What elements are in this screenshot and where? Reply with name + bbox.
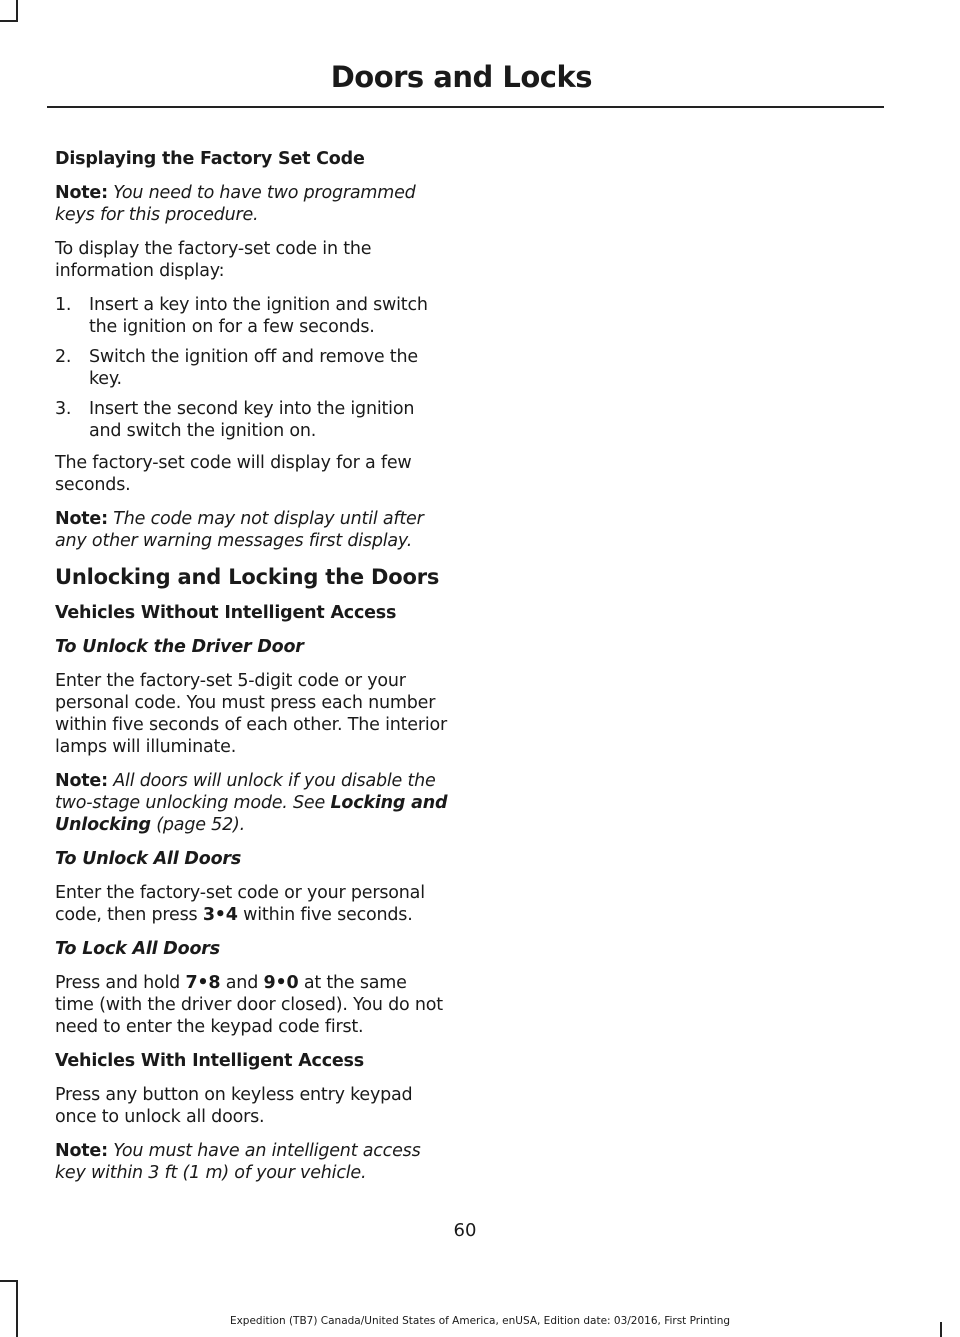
text-fragment: within five seconds.: [243, 905, 413, 925]
list-item: [55, 294, 450, 338]
paragraph: To display the factory-set code in the information display:: [55, 239, 372, 281]
note: [55, 1140, 450, 1184]
page-number: 60: [453, 1220, 477, 1241]
text-fragment: at the same time (with the driver door closed). You do not need to enter the keypad code first.: [55, 973, 443, 1037]
keypad-key: 7•8: [185, 973, 221, 993]
subsection-heading: To Unlock All Doors: [55, 849, 242, 869]
text-fragment: and: [225, 973, 259, 993]
crop-mark-top-left: [16, 0, 18, 20]
paragraph: Press any button on keyless entry keypad once to unlock all doors.: [55, 1085, 413, 1127]
note: [55, 770, 450, 836]
step-text: Switch the ignition off and remove the key.: [89, 347, 418, 389]
page-reference: (page 52).: [156, 815, 246, 835]
chapter-heading: Unlocking and Locking the Doors: [55, 565, 440, 589]
cross-reference-link[interactable]: Locking and Unlocking: [55, 793, 448, 835]
section-heading: Vehicles Without Intelligent Access: [55, 603, 397, 623]
note-text: All doors will unlock if you disable the two-stage unlocking mode. See: [55, 771, 436, 813]
page-content: [55, 148, 450, 1196]
list-item: [55, 346, 450, 390]
header-divider: [47, 106, 884, 108]
text-fragment: Enter the factory-set code or your personal code, then press: [55, 883, 425, 925]
note-label: Note:: [55, 509, 108, 529]
note-label: Note:: [55, 1141, 108, 1161]
page-title: Doors and Locks: [330, 60, 592, 94]
step-text: Insert the second key into the ignition and switch the ignition on.: [89, 399, 415, 441]
note-label: Note:: [55, 183, 108, 203]
note: [55, 508, 450, 552]
crop-mark-bottom-left: [16, 1280, 18, 1337]
paragraph: The factory-set code will display for a few seconds.: [55, 453, 412, 495]
list-item: [55, 398, 450, 442]
step-number: 1.: [55, 295, 72, 315]
paragraph: [55, 972, 450, 1038]
note-text: The code may not display until after any other warning messages first display.: [55, 509, 424, 551]
subsection-heading: To Unlock the Driver Door: [55, 637, 304, 657]
crop-mark-top-left-h: [0, 20, 18, 22]
note-label: Note:: [55, 771, 108, 791]
crop-mark-bottom-left-h: [0, 1280, 18, 1282]
note-text: You must have an intelligent access key within 3 ft (1 m) of your vehicle.: [55, 1141, 421, 1183]
steps-list: [55, 294, 450, 442]
keypad-key: 9•0: [263, 973, 299, 993]
note: [55, 182, 450, 226]
step-text: Insert a key into the ignition and switch the ignition on for a few seconds.: [89, 295, 428, 337]
step-number: 2.: [55, 347, 72, 367]
paragraph: [55, 882, 450, 926]
note-text: You need to have two programmed keys for this procedure.: [55, 183, 416, 225]
step-number: 3.: [55, 399, 72, 419]
text-fragment: Press and hold: [55, 973, 181, 993]
keypad-key: 3•4: [202, 905, 238, 925]
paragraph: Enter the factory-set 5-digit code or your personal code. You must press each number within five seconds of each other. The interior lamps will illuminate.: [55, 671, 448, 757]
subsection-heading: To Lock All Doors: [55, 939, 220, 959]
footer-edition-info: Expedition (TB7) Canada/United States of America, enUSA, Edition date: 03/2016, First Printing: [229, 1315, 731, 1327]
section-heading: Displaying the Factory Set Code: [55, 149, 365, 169]
section-heading: Vehicles With Intelligent Access: [55, 1051, 364, 1071]
